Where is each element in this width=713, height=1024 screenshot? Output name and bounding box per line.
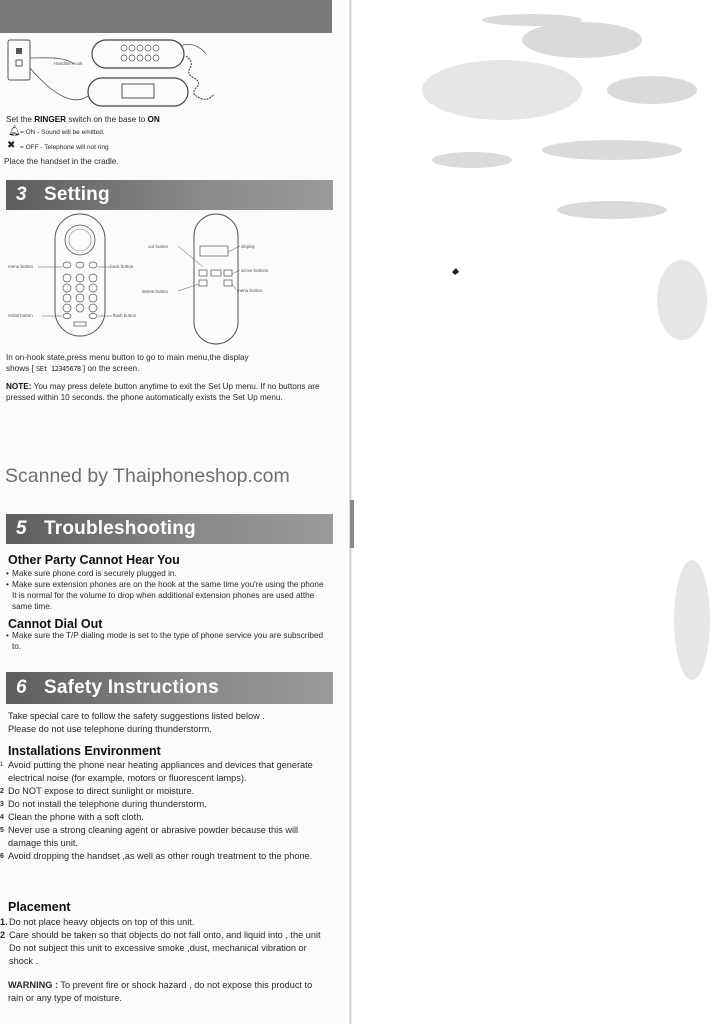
section-number: 5: [16, 518, 27, 539]
handset-hook-label: Handset Hook: [54, 61, 83, 66]
arrow-buttons-label: arrow buttons: [241, 268, 269, 273]
delete-button-label: delete button: [142, 289, 169, 294]
back-button-label: back button: [110, 264, 134, 269]
left-page: [0, 0, 352, 1024]
top-banner: [0, 0, 332, 33]
section-header-setting: [6, 180, 333, 210]
redial-button-label: redial button: [8, 313, 33, 318]
ringer-off-desc: = OFF - Telephone will not ring: [20, 144, 109, 151]
flash-button-label: flash button: [113, 313, 137, 318]
bell-on-icon: 🔔︎: [8, 126, 21, 137]
setting-paragraph: In on-hook state,press menu button to go to main menu,the display shows [ SEt 12345678 ] on the screen.: [6, 353, 249, 373]
bell-off-icon: ✖: [7, 140, 16, 151]
section-header-safety: [6, 672, 333, 704]
fold-mark: [350, 500, 354, 548]
subheading-placement: Placement: [8, 900, 71, 914]
cannot-dial-list: • Make sure the T/P dialing mode is set to the type of phone service you are subscribed to.: [6, 631, 323, 651]
right-page-blank: [352, 0, 713, 1024]
paper-texture: [352, 0, 713, 1024]
menu-button-label: menu button: [8, 264, 34, 269]
setting-note: NOTE: You may press delete button anytime to exit the Set Up menu. If no buttons are pressed within 10 seconds. the phone automatically exists the Set Up menu.: [6, 382, 320, 402]
out-button-label: out button: [148, 244, 169, 249]
handset-buttons-diagram: [0, 212, 300, 350]
ringer-on-desc: = ON - Sound will be emitted.: [20, 129, 105, 136]
phone-connection-illustration: [4, 36, 244, 112]
section-title: Safety Instructions: [44, 677, 219, 698]
subheading-installations: Installations Environment: [8, 744, 161, 758]
other-party-list: • Make sure phone cord is securely plugged in. • Make sure extension phones are on the hook at the same time you're using the phone It is normal for the volume to drop when additional extension phones are used atthe same time.: [6, 569, 324, 611]
warning-text: WARNING : To prevent fire or shock hazard , do not expose this product to rain or any type of moisture.: [8, 980, 313, 1003]
display-readout: SEt 12345678: [36, 365, 81, 373]
place-handset-instruction: Place the handset in the cradle.: [4, 157, 119, 166]
safety-intro: Take special care to follow the safety suggestions listed below . Please do not use telephone during thunderstorm.: [8, 711, 265, 734]
section-title: Troubleshooting: [44, 518, 196, 539]
section-number: 3: [16, 184, 27, 205]
section-number: 6: [16, 677, 27, 698]
scanner-watermark: Scanned by Thaiphoneshop.com: [5, 465, 290, 487]
installations-list: 1 Avoid putting the phone near heating appliances and devices that generate electrical noise (for example, motors or fluorescent lamps). 2 Do NOT expose to direct sunlight or moisture. 3 Do not install the telephone during thunderstorm. 4 Clean the phone with a soft cloth. 5 Never use a strong cleaning agent or abrasive powder because this will damage this unit. 6 Avoid dropping the handset ,as well as other rough treatment to the phone.: [0, 760, 313, 861]
section-header-troubleshooting: [6, 514, 333, 544]
section-title: Setting: [44, 184, 110, 205]
ringer-instruction: Set the RINGER switch on the base to ON: [6, 115, 160, 124]
subheading-other-party: Other Party Cannot Hear You: [8, 553, 180, 567]
subheading-cannot-dial: Cannot Dial Out: [8, 617, 103, 631]
menu-button-right-label: menu button: [237, 288, 263, 293]
display-label: display: [241, 244, 256, 249]
placement-list: 1. Do not place heavy objects on top of this unit. 2 Care should be taken so that objects do not fall onto, and liquid into , the unit Do not subject this unit to excessive smoke ,dust, mechanical vibration or shock .: [0, 917, 321, 966]
